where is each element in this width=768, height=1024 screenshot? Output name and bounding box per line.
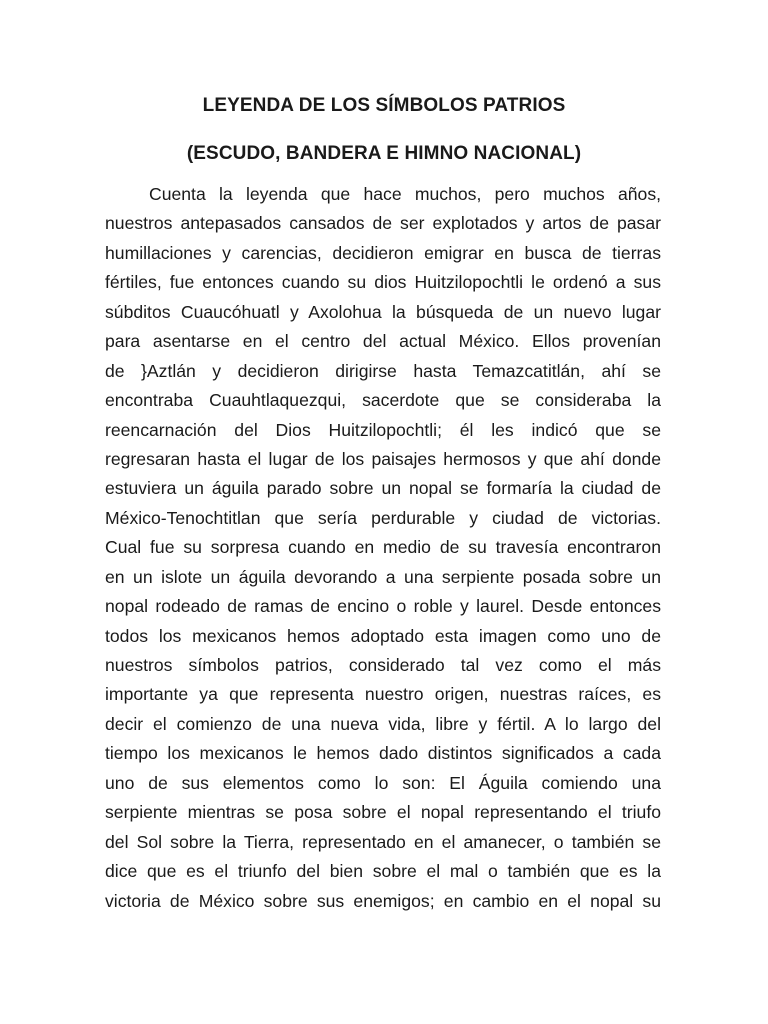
paragraph-line: para asentarse en el centro del actual México. Ellos provenían (105, 331, 661, 352)
paragraph-line: importante ya que representa nuestro origen, nuestras raíces, es (105, 684, 661, 705)
paragraph-line: fértiles, fue entonces cuando su dios Huitzilopochtli le ordenó a sus (105, 272, 661, 293)
paragraph-line: todos los mexicanos hemos adoptado esta imagen como uno de (105, 625, 661, 646)
paragraph-line: del Sol sobre la Tierra, representado en el amanecer, o también se (105, 831, 661, 852)
paragraph-line: encontraba Cuauhtlaquezqui, sacerdote que se consideraba la (105, 390, 661, 411)
paragraph-line: estuviera un águila parado sobre un nopal se formaría la ciudad de (105, 478, 661, 499)
paragraph-line: nopal rodeado de ramas de encino o roble y laurel. Desde entonces (105, 596, 661, 617)
paragraph-line: regresaran hasta el lugar de los paisajes hermosos y que ahí donde (105, 448, 661, 469)
paragraph-line: dice que es el triunfo del bien sobre el mal o también que es la (105, 861, 661, 882)
paragraph-line: uno de sus elementos como lo son: El Águila comiendo una (105, 772, 661, 793)
paragraph-line: victoria de México sobre sus enemigos; en cambio en el nopal su (105, 890, 661, 911)
paragraph-line: serpiente mientras se posa sobre el nopal representando el triufo (105, 802, 661, 823)
paragraph-line: decir el comienzo de una nueva vida, libre y fértil. A lo largo del (105, 713, 661, 734)
document-title: LEYENDA DE LOS SÍMBOLOS PATRIOS (202, 95, 566, 116)
paragraph-line: en un islote un águila devorando a una serpiente posada sobre un (105, 566, 661, 587)
paragraph-line: nuestros símbolos patrios, considerado tal vez como el más (105, 655, 661, 675)
paragraph-line: reencarnación del Dios Huitzilopochtli; él les indicó que se (105, 419, 661, 440)
paragraph-line: tiempo los mexicanos le hemos dado distintos significados a cada (105, 743, 661, 764)
body-paragraph (105, 180, 661, 916)
paragraph-line: México-Tenochtitlan que sería perdurable y ciudad de victorias. (105, 507, 661, 528)
paragraph-line: nuestros antepasados cansados de ser explotados y artos de pasar (105, 213, 661, 234)
paragraph-line: Cuenta la leyenda que hace muchos, pero muchos años, (149, 184, 661, 204)
paragraph-line: de }Aztlán y decidieron dirigirse hasta Temazcatitlán, ahí se (105, 360, 661, 381)
paragraph-line: humillaciones y carencias, decidieron emigrar en busca de tierras (105, 242, 661, 263)
document-subtitle: (ESCUDO, BANDERA E HIMNO NACIONAL) (186, 143, 582, 164)
paragraph-line: Cual fue su sorpresa cuando en medio de su travesía encontraron (105, 537, 661, 558)
paragraph-line: súbditos Cuaucóhuatl y Axolohua la búsqueda de un nuevo lugar (105, 301, 661, 322)
